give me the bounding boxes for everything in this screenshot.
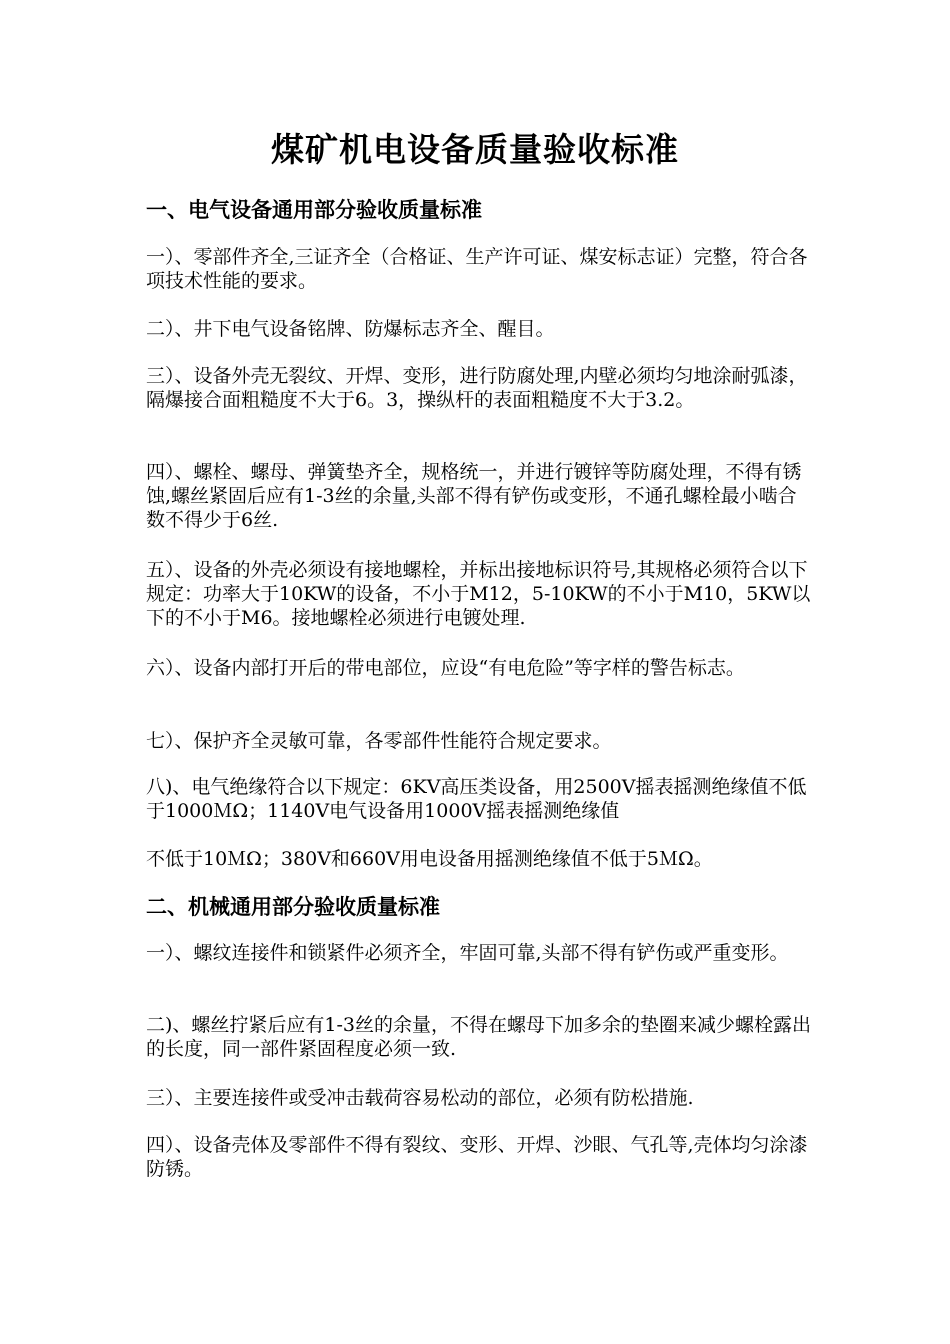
paragraph-electrical-1: 一）、零部件齐全,三证齐全（合格证、生产许可证、煤安标志证）完整，符合各项技术性能的要求。 xyxy=(146,246,808,292)
paragraph-electrical-4: 四）、螺栓、螺母、弹簧垫齐全，规格统一，并进行镀锌等防腐处理，不得有锈蚀,螺丝紧固后应有1-3丝的余量,头部不得有铲伤或变形，不通孔螺栓最小啮合数不得少于6丝. xyxy=(146,461,802,531)
paragraph-mechanical-2: 二)、螺丝拧紧后应有1-3丝的余量，不得在螺母下加多余的垫圈来减少螺栓露出的长度，同一部件紧固程度必须一致. xyxy=(146,1014,812,1060)
paragraph-electrical-8-continued: 不低于10ＭΩ；380V和660V用电设备用摇测绝缘值不低于5ＭΩ。 xyxy=(146,848,713,870)
paragraph-electrical-2: 二）、井下电气设备铭牌、防爆标志齐全、醒目。 xyxy=(146,318,555,340)
section-heading-mechanical: 二、机械通用部分验收质量标准 xyxy=(146,894,440,919)
paragraph-mechanical-1: 一）、螺纹连接件和锁紧件必须齐全，牢固可靠,头部不得有铲伤或严重变形。 xyxy=(146,942,789,964)
paragraph-electrical-5: 五）、设备的外壳必须设有接地螺栓，并标出接地标识符号,其规格必须符合以下规定：功率大于10KW的设备，不小于M12，5-10KW的不小于M10，5KW以下的不小于M6。接地螺栓必须进行电镀处理. xyxy=(146,559,811,629)
paragraph-mechanical-3: 三）、主要连接件或受冲击载荷容易松动的部位，必须有防松措施. xyxy=(146,1087,694,1109)
document-title: 煤矿机电设备质量验收标准 xyxy=(271,130,679,169)
paragraph-electrical-6: 六）、设备内部打开后的带电部位，应设“有电危险”等字样的警告标志。 xyxy=(146,657,745,679)
section-heading-electrical: 一、电气设备通用部分验收质量标准 xyxy=(146,197,482,222)
paragraph-electrical-3: 三）、设备外壳无裂纹、开焊、变形，进行防腐处理,内壁必须均匀地涂耐弧漆，隔爆接合面粗糙度不大于6。3，操纵杆的表面粗糙度不大于3.2。 xyxy=(146,365,808,411)
paragraph-electrical-7: 七）、保护齐全灵敏可靠，各零部件性能符合规定要求。 xyxy=(146,730,612,752)
paragraph-electrical-8: 八)、电气绝缘符合以下规定：6KV高压类设备，用2500V摇表摇测绝缘值不低于1000ＭΩ；1140V电气设备用1000V摇表摇测绝缘值 xyxy=(146,776,807,822)
paragraph-mechanical-4: 四）、设备壳体及零部件不得有裂纹、变形、开焊、沙眼、气孔等,壳体均匀涂漆防锈。 xyxy=(146,1134,808,1180)
